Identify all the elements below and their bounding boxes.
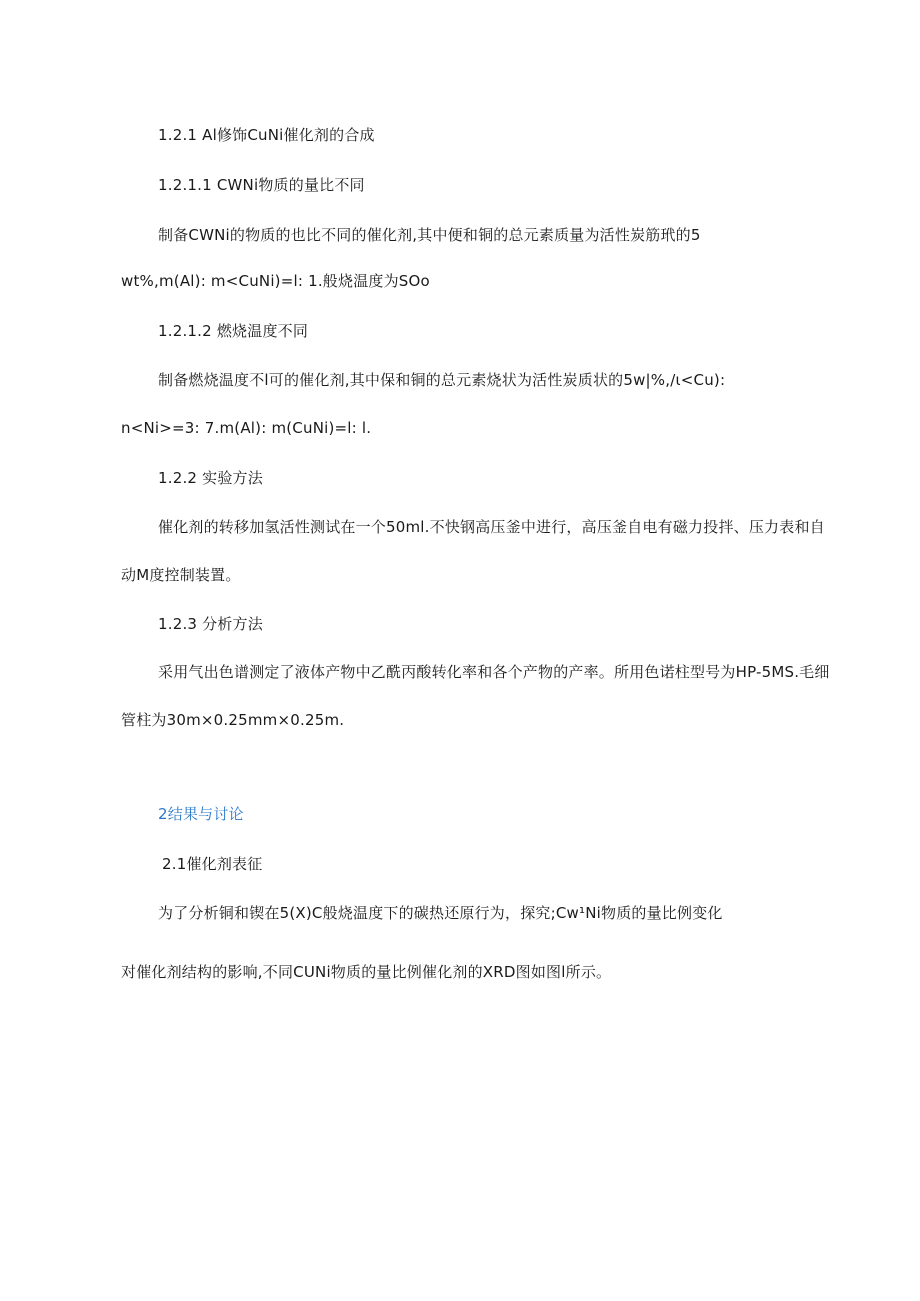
section-heading-1-2-1: 1.2.1 Al修饰CuNi催化剂的合成 — [158, 126, 375, 144]
section-heading-1-2-2: 1.2.2 实验方法 — [158, 469, 263, 487]
section-heading-1-2-3: 1.2.3 分析方法 — [158, 615, 263, 633]
paragraph-line: 管柱为30m×0.25mm×0.25m. — [121, 711, 345, 729]
paragraph-line: 制备CWNi的物质的也比不同的催化剂,其中便和铜的总元素质量为活性炭筋玳的5 — [158, 226, 701, 244]
paragraph-line: 动M度控制装置。 — [121, 566, 241, 584]
paragraph-line: wt%,m(Al): m<CuNi)=l: 1.般烧温度为SOo — [121, 272, 430, 290]
section-heading-2: 2结果与讨论 — [158, 805, 244, 823]
paragraph-line: 制备燃烧温度不l可的催化剂,其中保和铜的总元素烧状为活性炭质状的5w|%,/ι<Cu): — [158, 371, 726, 389]
paragraph-line: 对催化剂结构的影响,不同CUNi物质的量比例催化剂的XRD图如图l所示。 — [121, 963, 612, 981]
paragraph-line: 为了分析铜和锲在5(X)C般烧温度下的碳热还原行为，探究;Cw¹Ni物质的量比例变化 — [158, 904, 723, 922]
section-heading-1-2-1-2: 1.2.1.2 燃烧温度不同 — [158, 322, 309, 340]
paragraph-line: 采用气出色谱测定了液体产物中乙酰丙酸转化率和各个产物的产率。所用色诺柱型号为HP-5MS.毛细 — [158, 663, 830, 681]
paragraph-line: n<Ni>=3: 7.m(Al): m(CuNi)=l: l. — [121, 419, 372, 437]
section-heading-1-2-1-1: 1.2.1.1 CWNi物质的量比不同 — [158, 176, 365, 194]
paragraph-line: 催化剂的转移加氢活性测试在一个50ml.不快钢高压釜中进行，高压釜自电有磁力投拌、压力表和自 — [158, 518, 825, 536]
section-heading-2-1: 2.1催化剂表征 — [162, 855, 263, 873]
